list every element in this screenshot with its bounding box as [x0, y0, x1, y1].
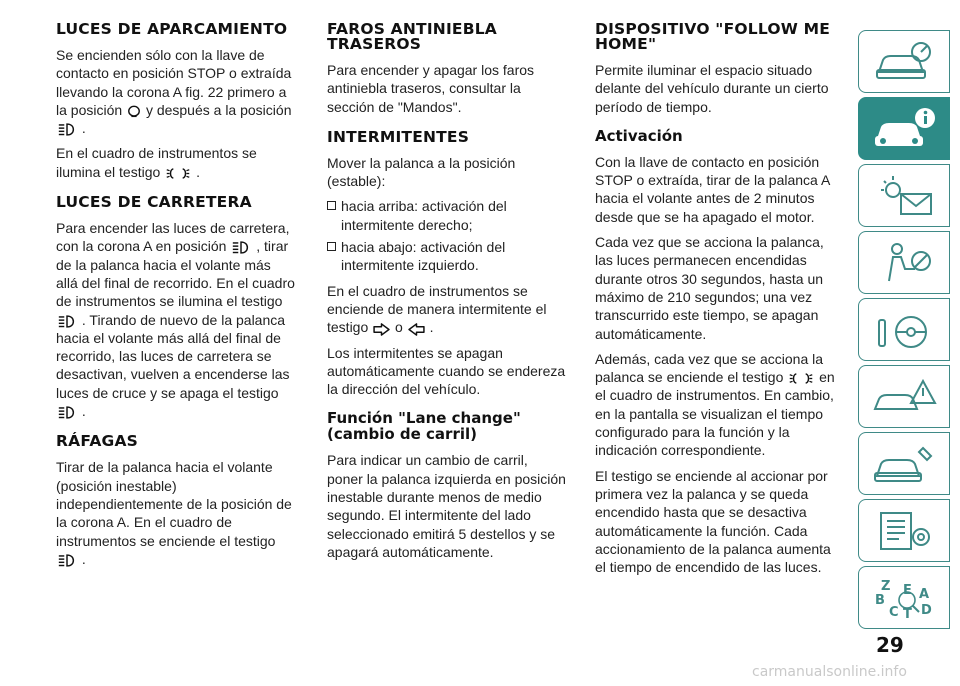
text: . Tirando de nuevo de la palanca hacia el volante más allá del final de recorrido, las luces de carretera se desactivan, vuelven a encenderse las luces de cruce y se apaga el testigo [56, 311, 290, 401]
tab-starting-driving[interactable] [858, 298, 950, 361]
text: Tirar de la palanca hacia el volante (posición inestable) independientemente de la posición de la corona A. En el cuadro de instrumentos se enciende el testigo [56, 459, 292, 549]
high-beam-icon [57, 122, 77, 137]
warning-car-icon [869, 373, 939, 421]
text: En el cuadro de instrumentos se enciende de manera intermitente el testigo [327, 282, 547, 336]
paragraph: Mover la palanca a la posición (estable): [327, 154, 516, 190]
tab-knowing-car[interactable] [858, 97, 950, 160]
arrow-right-icon [373, 323, 390, 336]
text: Se encienden sólo con la llave de contacto en posición STOP o extraída llevando la corona A fig. 22 primero a la posición [56, 47, 292, 118]
position-lights-icon [788, 371, 814, 386]
list-item [327, 238, 567, 275]
seat-person-icon [869, 239, 939, 287]
heading-faros-antiniebla: FAROS ANTINIEBLA TRASEROS [327, 20, 497, 53]
tab-technical-data[interactable] [858, 499, 950, 562]
text: . [81, 120, 86, 137]
bullet-list [327, 197, 567, 274]
text: o [395, 319, 403, 336]
high-beam-icon [57, 314, 77, 329]
car-info-icon [869, 105, 939, 153]
steering-wheel-icon [869, 306, 939, 354]
text: . [81, 403, 86, 420]
text: En el cuadro de instrumentos se ilumina el testigo [56, 145, 257, 180]
footer-watermark: carmanualsonline.info [752, 664, 907, 680]
paragraph [595, 350, 835, 460]
light-mail-icon [869, 172, 939, 220]
paragraph [56, 458, 296, 568]
text: hacia arriba: activación del intermitente derecho; [341, 198, 507, 233]
index-letter: Z [881, 578, 891, 594]
text: Para encender las luces de carretera, con la corona A en posición [56, 220, 290, 255]
page-number: 29 [876, 633, 904, 657]
tab-emergency[interactable] [858, 365, 950, 428]
text: . [196, 163, 200, 180]
heading-lane-change: Función "Lane change" (cambio de carril) [327, 409, 521, 444]
index-letter: C [889, 604, 899, 620]
column-2 [327, 22, 567, 568]
paragraph: El testigo se enciende al accionar por primera vez la palanca y se queda encendido hasta que se desactiva automáticamente la función. Cada accionamiento de la palanca aumenta el tiempo de encendido de las luces. [595, 467, 831, 576]
alphabetical-index-icon [869, 574, 939, 622]
bulb-icon [127, 105, 141, 119]
heading-luces-carretera: LUCES DE CARRETERA [56, 193, 252, 212]
chapter-tabs [858, 30, 952, 633]
paragraph: Cada vez que se acciona la palanca, las luces permanecen encendidas durante otros 30 segundos, hasta un máximo de 210 segundos; una vez transcurrido este tiempo, se apagan automáticamente. [595, 234, 824, 342]
tab-dashboard[interactable] [858, 30, 950, 93]
index-letter: T [903, 606, 912, 622]
checkbox-bullet-icon [327, 242, 336, 251]
paragraph [56, 46, 296, 137]
paragraph: Para indicar un cambio de carril, poner la palanca izquierda en posición inestable durante menos de medio segundo. El intermitente del lado seleccionado emitirá 5 destellos y se apagará automáticamente. [327, 452, 566, 560]
index-letter: D [921, 602, 932, 618]
position-lights-icon [165, 166, 191, 181]
text: hacia abajo: activación del intermitente izquierdo. [341, 239, 506, 274]
tab-maintenance[interactable] [858, 432, 950, 495]
checkbox-bullet-icon [327, 201, 336, 210]
heading-luces-aparcamiento: LUCES DE APARCAMIENTO [56, 20, 288, 38]
paragraph: Permite iluminar el espacio situado delante del vehículo durante un cierto período de tiempo. [595, 62, 829, 115]
document-gear-icon [869, 507, 939, 555]
list-item [327, 197, 567, 234]
heading-follow-me-home: DISPOSITIVO "FOLLOW ME HOME" [595, 20, 831, 53]
paragraph [56, 219, 296, 420]
heading-activacion: Activación [595, 126, 683, 145]
text: y después a la posición [145, 101, 292, 118]
text: , tirar de la palanca hacia el volante más allá del final de recorrido. En el cuadro de instrumentos se ilumina el testigo [56, 238, 295, 310]
car-wrench-icon [869, 440, 939, 488]
paragraph [56, 144, 296, 181]
car-dashboard-icon [869, 38, 939, 86]
text: . [81, 550, 86, 567]
paragraph [327, 282, 567, 337]
paragraph: Con la llave de contacto en posición STOP o extraída, tirar de la palanca A hacia el volante antes de 2 minutos desde que se ha apagado el motor. [595, 153, 830, 225]
paragraph: Para encender y apagar los faros antiniebla traseros, consultar la sección de "Mandos". [327, 62, 535, 115]
high-beam-icon [231, 240, 251, 255]
tab-safety[interactable] [858, 231, 950, 294]
column-3 [595, 22, 835, 583]
column-1 [56, 22, 296, 575]
text: Además, cada vez que se acciona la palanca se enciende el testigo [595, 350, 824, 386]
tab-index[interactable] [858, 566, 950, 629]
high-beam-icon [57, 405, 77, 420]
tab-visibility[interactable] [858, 164, 950, 227]
heading-intermitentes: INTERMITENTES [327, 127, 470, 146]
index-letter: E [903, 582, 912, 598]
index-letter: A [919, 586, 930, 602]
arrow-left-icon [408, 323, 425, 336]
index-letter: B [875, 592, 885, 608]
text: . [429, 319, 434, 336]
high-beam-icon [57, 553, 77, 568]
heading-rafagas: RÁFAGAS [56, 432, 139, 451]
paragraph: Los intermitentes se apagan automáticamente cuando se endereza la dirección del vehículo. [327, 344, 566, 398]
text: en el cuadro de instrumentos. En cambio, en la pantalla se visualizan el tiempo configurado para la función y la indicación correspondiente. [595, 369, 835, 459]
